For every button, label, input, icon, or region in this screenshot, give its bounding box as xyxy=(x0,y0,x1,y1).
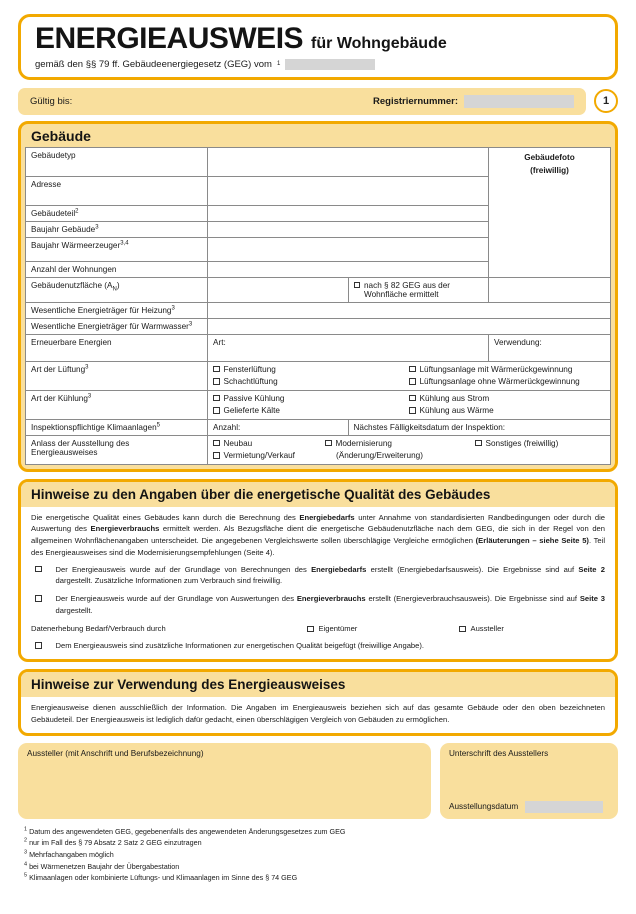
option-sonstiges[interactable] xyxy=(475,439,558,448)
option-aussteller[interactable] xyxy=(459,623,504,635)
option-label: Modernisierung xyxy=(335,438,392,448)
label-art-lueftung-text: Art der Lüftung xyxy=(31,364,86,374)
issue-date-label: Ausstellungsdatum xyxy=(449,802,519,812)
label-erneuerbare-energien: Erneuerbare Energien xyxy=(26,334,208,361)
ac-due-label: Nächstes Fälligkeitsdatum der Inspektion: xyxy=(353,422,506,432)
reason-options-row-2 xyxy=(213,451,605,461)
option-label: Aussteller xyxy=(470,623,504,633)
option-gelieferte-kaelte[interactable] xyxy=(213,406,280,415)
footnote-item xyxy=(24,837,612,849)
option-modernisierung-sub xyxy=(325,451,423,460)
option-eigentuemer[interactable] xyxy=(307,623,459,635)
footnote-number: 1 xyxy=(24,826,28,833)
field-gebaeudenutzflaeche[interactable] xyxy=(208,277,349,302)
intro-text-3: ermittelt werden. Als Bezugsfläche dient die energetische Gebäudenutzfläche nach dem GEG, die sich in der Regel von den allgemeinen Wohnflächenangaben unterscheidet. Die angegebenen Vergleichswerte sollen überschlägige Vergleiche ermöglichen xyxy=(31,524,605,546)
label-gebaeudeteil-text: Gebäudeteil xyxy=(31,208,76,218)
option-label: Passive Kühlung xyxy=(223,393,285,403)
energieausweis-page xyxy=(0,14,636,914)
table-row xyxy=(26,147,611,176)
label-art-kuehlung xyxy=(26,390,208,419)
table-row xyxy=(26,277,611,302)
field-erneuerbare-art[interactable] xyxy=(208,334,489,361)
cell-lueftung-options xyxy=(208,361,611,390)
page-subtitle: für Wohngebäude xyxy=(311,35,447,52)
option-label: Eigentümer xyxy=(318,623,358,633)
footnote-item xyxy=(24,849,612,861)
checkbox-icon[interactable] xyxy=(35,642,42,649)
option-label: Kühlung aus Wärme xyxy=(419,406,494,415)
label-baujahr-waermeerzeuger-text: Baujahr Wärmeerzeuger xyxy=(31,240,121,250)
opt2-bold-d: Seite 3 xyxy=(579,594,606,604)
checkbox-icon[interactable] xyxy=(213,452,220,459)
registration-label: Registriernummer: xyxy=(373,95,458,107)
usage-notes-heading: Hinweise zur Verwendung des Energieausweises xyxy=(21,672,615,697)
field-klimaanlagen-faelligkeit[interactable] xyxy=(348,419,611,435)
table-row xyxy=(26,419,611,435)
option-label: Fensterlüftung xyxy=(223,364,276,374)
field-gebaeudetyp[interactable] xyxy=(208,147,489,176)
option-zusatzinformationen-text: Dem Energieausweis sind zusätzliche Informationen zur energetischen Qualität beigefügt (freiwillige Angabe). xyxy=(55,641,424,651)
label-klimaanlagen xyxy=(26,419,208,435)
opt2-text-a: Der Energieausweis wurde auf der Grundlage von Auswertungen des xyxy=(55,594,297,604)
checkbox-icon[interactable] xyxy=(354,282,361,289)
label-anlass-line1: Anlass der Ausstellung des xyxy=(31,438,130,448)
usage-notes-box xyxy=(18,669,618,736)
field-gebaeudeteil[interactable] xyxy=(208,205,489,221)
footnote-marker: 3 xyxy=(95,223,99,230)
opt1-text-e: dargestellt. Zusätzliche Informationen zum Verbrauch sind freiwillig. xyxy=(55,576,283,586)
option-energiebedarfsausweis[interactable] xyxy=(31,564,605,588)
option-energieverbrauchsausweis-text xyxy=(56,593,606,617)
validity-row xyxy=(18,88,618,115)
cooling-options-row-1 xyxy=(213,394,605,404)
intro-text-4: . Teil des Energieausweises sind die Modernisierungsempfehlungen (Seite 4). xyxy=(31,536,606,557)
footnote-marker: 2 xyxy=(75,207,79,214)
issue-date-group xyxy=(449,801,609,813)
label-gebaeudenutzflaeche xyxy=(26,277,208,302)
label-art-lueftung xyxy=(26,361,208,390)
option-kuehlung-aus-strom[interactable] xyxy=(409,394,489,403)
label-gebaeudeteil xyxy=(26,205,208,221)
label-energietraeger-heizung xyxy=(26,302,208,318)
option-vermietung-verkauf[interactable] xyxy=(213,451,295,460)
data-survey-label: Datenerhebung Bedarf/Verbrauch durch xyxy=(31,623,166,633)
geg-date-field[interactable] xyxy=(285,59,375,70)
checkbox-icon[interactable] xyxy=(35,595,42,602)
registration-number-field[interactable] xyxy=(464,95,574,108)
footnote-marker: 3,4 xyxy=(120,239,129,246)
footnote-number: 5 xyxy=(24,872,28,879)
field-baujahr-gebaeude[interactable] xyxy=(208,221,489,237)
table-row xyxy=(26,318,611,334)
footnotes-list xyxy=(24,826,612,884)
option-passive-kuehlung[interactable] xyxy=(213,394,285,403)
building-block xyxy=(18,121,618,472)
opt2-text-e: dargestellt. xyxy=(55,605,93,615)
label-anlass xyxy=(26,435,208,464)
intro-bold-2: Energieverbrauchs xyxy=(90,524,160,534)
building-photo-placeholder[interactable] xyxy=(489,147,611,277)
building-table xyxy=(25,147,611,465)
option-lueftungsanlage-ohne-wrg[interactable] xyxy=(409,377,580,386)
quality-notes-heading: Hinweise zu den Angaben über die energetische Qualität des Gebäudes xyxy=(21,482,615,507)
option-label: Kühlung aus Strom xyxy=(419,393,490,403)
label-energietraeger-warmwasser-text: Wesentliche Energieträger für Warmwasser xyxy=(31,321,189,331)
label-adresse: Adresse xyxy=(26,176,208,205)
footnote-text: nur im Fall des § 79 Absatz 2 Satz 2 GEG einzutragen xyxy=(29,838,202,848)
page-number-badge: 1 xyxy=(594,89,618,113)
checkbox-icon[interactable] xyxy=(213,440,220,447)
footnote-text: Mehrfachangaben möglich xyxy=(29,850,114,859)
option-label: (Änderung/Erweiterung) xyxy=(336,451,423,460)
signature-row xyxy=(18,743,618,819)
page-title: ENERGIEAUSWEIS xyxy=(35,22,304,55)
validity-bar xyxy=(18,88,586,115)
issuer-label: Aussteller (mit Anschrift und Berufsbezeichnung) xyxy=(27,748,204,758)
checkbox-icon[interactable] xyxy=(459,626,466,633)
label-gebaeudenutzflaeche-text: Gebäudenutzfläche (A xyxy=(31,280,113,290)
issuer-box[interactable] xyxy=(18,743,431,819)
building-section-title: Gebäude xyxy=(31,127,91,144)
checkbox-icon[interactable] xyxy=(409,407,416,414)
document-title-box xyxy=(18,14,618,80)
issue-date-field[interactable] xyxy=(525,801,603,813)
footnote-item xyxy=(24,872,612,884)
checkbox-icon[interactable] xyxy=(325,440,332,447)
field-energietraeger-heizung[interactable] xyxy=(208,302,611,318)
building-panel xyxy=(18,121,618,472)
checkbox-icon[interactable] xyxy=(307,626,314,633)
label-anlass-line2: Energieausweises xyxy=(31,447,98,457)
option-label: Lüftungsanlage ohne Wärmerückgewinnung xyxy=(419,377,580,386)
option-label: nach § 82 GEG aus der Wohnfläche ermittelt xyxy=(364,280,451,299)
footnote-number: 3 xyxy=(24,849,28,856)
checkbox-icon[interactable] xyxy=(475,440,482,447)
checkbox-icon[interactable] xyxy=(409,366,416,373)
data-survey-row xyxy=(31,623,605,635)
ventilation-options-row-2 xyxy=(213,377,605,387)
field-adresse[interactable] xyxy=(208,176,489,205)
field-klimaanlagen-anzahl[interactable] xyxy=(208,419,349,435)
option-modernisierung[interactable] xyxy=(325,439,392,448)
usage-notes-body xyxy=(21,697,615,733)
registration-group xyxy=(373,95,574,108)
quality-notes-box xyxy=(18,479,618,663)
option-fensterlueftung[interactable] xyxy=(213,365,276,374)
intro-bold-3: (Erläuterungen – siehe Seite 5) xyxy=(475,536,589,546)
checkbox-icon[interactable] xyxy=(35,566,42,573)
label-gebaeudetyp: Gebäudetyp xyxy=(26,147,208,176)
intro-bold-1: Energiebedarfs xyxy=(299,512,355,522)
cell-kuehlung-options xyxy=(208,390,611,419)
reason-options-row-1 xyxy=(213,439,605,449)
label-baujahr-waermeerzeuger xyxy=(26,237,208,261)
area-subscript: N xyxy=(112,286,117,293)
footnote-text: bei Wärmenetzen Baujahr der Übergabestation xyxy=(29,861,180,871)
table-row xyxy=(26,390,611,419)
label-energietraeger-heizung-text: Wesentliche Energieträger für Heizung xyxy=(31,305,172,315)
table-row xyxy=(26,334,611,361)
opt1-bold-b: Energiebedarfs xyxy=(311,564,367,574)
field-energietraeger-warmwasser[interactable] xyxy=(208,318,611,334)
legal-basis-note: gemäß den §§ 79 ff. Gebäudeenergiegesetz (GEG) vom 1 xyxy=(35,59,601,70)
option-energieverbrauchsausweis[interactable] xyxy=(31,593,605,617)
option-label: Neubau xyxy=(223,438,253,448)
intro-text-1: Die energetische Qualität eines Gebäudes kann durch die Berechnung des xyxy=(31,512,300,522)
quality-notes-body xyxy=(21,507,615,660)
renewables-use-label: Verwendung: xyxy=(494,337,542,347)
opt2-bold-b: Energieverbrauchs xyxy=(296,594,366,604)
renewables-kind-label: Art: xyxy=(213,337,226,347)
field-erneuerbare-verwendung[interactable] xyxy=(489,334,611,361)
area-paren: ) xyxy=(116,280,120,290)
opt2-text-c: erstellt (Energieverbrauchsausweis). Die Ergebnisse sind auf xyxy=(365,594,580,604)
label-art-kuehlung-text: Art der Kühlung xyxy=(31,393,88,403)
label-klimaanlagen-text: Inspektionspflichtige Klimaanlagen xyxy=(31,422,157,432)
option-label: Sonstiges (freiwillig) xyxy=(485,438,559,448)
checkbox-icon[interactable] xyxy=(409,378,416,385)
cooling-options-row-2 xyxy=(213,406,605,416)
footnote-marker: 5 xyxy=(156,421,160,428)
valid-until-label: Gültig bis: xyxy=(30,95,73,107)
option-label: Lüftungsanlage mit Wärmerückgewinnung xyxy=(419,364,573,374)
option-energiebedarfsausweis-text xyxy=(56,564,606,588)
opt1-text-a: Der Energieausweis wurde auf der Grundlage von Berechnungen des xyxy=(55,564,312,574)
opt1-text-c: erstellt (Energiebedarfsausweis). Die Ergebnisse sind auf xyxy=(366,564,579,574)
quality-intro-paragraph xyxy=(31,512,605,559)
footnote-marker: 3 xyxy=(188,320,193,327)
photo-label-line2: (freiwillig) xyxy=(530,166,569,176)
footnote-number: 4 xyxy=(24,861,28,868)
footnote-text: Datum des angewendeten GEG, gegebenenfalls des angewendeten Änderungsgesetzes zum GEG xyxy=(29,826,346,836)
footnote-marker: 3 xyxy=(171,304,175,311)
footnote-marker: 3 xyxy=(87,392,92,399)
field-anzahl-wohnungen[interactable] xyxy=(208,261,489,277)
checkbox-icon[interactable] xyxy=(213,395,220,402)
option-label: Schachtlüftung xyxy=(223,377,278,386)
signature-label: Unterschrift des Ausstellers xyxy=(449,748,549,758)
footnote-marker: 3 xyxy=(85,363,89,370)
field-baujahr-waermeerzeuger[interactable] xyxy=(208,237,489,261)
option-schachtlueftung[interactable] xyxy=(213,377,278,386)
table-row xyxy=(26,302,611,318)
cell-anlass-options xyxy=(208,435,611,464)
option-label: Gelieferte Kälte xyxy=(223,406,280,415)
label-baujahr-gebaeude xyxy=(26,221,208,237)
footnote-item xyxy=(24,826,612,838)
checkbox-icon[interactable] xyxy=(213,366,220,373)
checkbox-icon[interactable] xyxy=(213,407,220,414)
title-line xyxy=(35,23,601,55)
ventilation-options-row-1 xyxy=(213,365,605,375)
option-kuehlung-aus-waerme[interactable] xyxy=(409,406,494,415)
footnote-item xyxy=(24,861,612,873)
cell-wohnflaeche-option xyxy=(348,277,489,302)
label-anzahl-wohnungen: Anzahl der Wohnungen xyxy=(26,261,208,277)
option-lueftungsanlage-mit-wrg[interactable] xyxy=(409,365,572,374)
footnote-text: Klimaanlagen oder kombinierte Lüftungs- und Klimaanlagen im Sinne des § 74 GEG xyxy=(29,873,298,883)
label-baujahr-gebaeude-text: Baujahr Gebäude xyxy=(31,224,96,234)
checkbox-icon[interactable] xyxy=(409,395,416,402)
legal-basis-text: gemäß den §§ 79 ff. Gebäudeenergiegesetz (GEG) vom xyxy=(35,58,272,70)
photo-label-line1: Gebäudefoto xyxy=(524,152,575,162)
photo-spacer xyxy=(489,277,611,302)
option-nach-82-geg[interactable] xyxy=(354,281,484,299)
opt1-bold-d: Seite 2 xyxy=(578,564,605,574)
usage-notes-paragraph: Energieausweise dienen ausschließlich der Information. Die Angaben im Energieausweis beziehen sich auf das gesamte Gebäude oder den oben bezeichneten Gebäudeteil. Der Energieausweis ist lediglich dafür gedacht, einen überschlägigen Vergleich von Gebäuden zu ermöglichen. xyxy=(31,703,605,724)
label-energietraeger-warmwasser xyxy=(26,318,208,334)
option-neubau[interactable] xyxy=(213,439,252,448)
signature-box[interactable] xyxy=(440,743,618,819)
checkbox-icon[interactable] xyxy=(213,378,220,385)
table-row xyxy=(26,435,611,464)
table-row xyxy=(26,361,611,390)
footnote-number: 2 xyxy=(24,837,28,844)
option-zusatzinformationen[interactable] xyxy=(31,640,605,652)
option-label: Vermietung/Verkauf xyxy=(223,451,295,460)
ac-count-label: Anzahl: xyxy=(213,422,241,432)
intro-text-2: unter Annahme von standardisierten Randbedingungen oder durch die Auswertung des xyxy=(31,512,606,534)
